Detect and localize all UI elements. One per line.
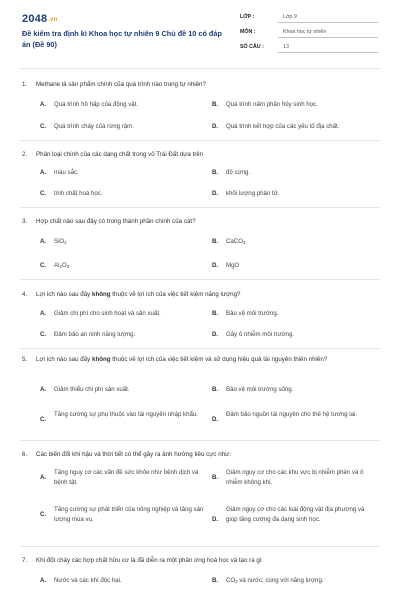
option-letter: D.	[212, 331, 219, 338]
formula-part: và nước, cùng với năng lượng.	[237, 577, 324, 584]
question-1	[22, 80, 378, 90]
site-logo[interactable]	[22, 13, 58, 25]
info-value: 13	[283, 44, 289, 50]
option-text: Giảm thiểu chi phí sản xuất.	[54, 386, 130, 393]
formula-part: Al	[54, 262, 60, 269]
option-letter: A.	[40, 310, 47, 317]
option-text: Quá trình hô hấp của động vật.	[54, 101, 139, 108]
option-letter: A.	[40, 101, 47, 108]
info-label: SỐ CÂU :	[240, 44, 264, 50]
option-letter: C.	[40, 262, 47, 269]
page-title: Đề kiểm tra định kì Khoa học tự nhiên 9 Chủ đề 10 có đáp án (Đề 90)	[22, 29, 222, 49]
question-number: 3.	[22, 218, 28, 225]
info-row-class	[240, 13, 378, 28]
logo-suffix: .vn	[48, 17, 58, 23]
formula-part: O	[61, 262, 67, 269]
formula-subscript: 3	[66, 264, 70, 269]
option-letter: A.	[40, 238, 47, 245]
question-text	[22, 80, 378, 90]
option-text: Nước và các khí độc hại.	[54, 577, 122, 584]
option-text: Giảm nguy cơ cho các khu vực bị nhiễm phèn và ô nhiễm không khí.	[226, 469, 364, 486]
option-text: tính chất hoá học.	[54, 190, 103, 197]
question-3	[22, 217, 378, 227]
option-text: Đảm bảo an ninh năng lượng.	[54, 331, 136, 338]
question-stem: Phân loại chính của các dạng chất trong vỏ Trái Đất dựa trên	[36, 151, 204, 158]
question-number: 1.	[22, 81, 28, 88]
option-letter: B.	[212, 577, 219, 584]
option-text: Quá trình kết hợp của các yếu tố địa chất.	[226, 123, 340, 130]
info-row-question-count	[240, 43, 378, 58]
option-text: khối lượng phân tử.	[226, 190, 280, 197]
option-letter: C.	[40, 331, 47, 338]
question-text	[22, 150, 378, 160]
document-header	[0, 0, 400, 62]
info-underline	[278, 22, 378, 23]
question-stem: thuộc về lợi ích của việc tiết kiệm năng lượng?	[110, 291, 241, 298]
info-underline	[278, 52, 378, 53]
question-text	[22, 450, 378, 460]
question-text	[22, 217, 378, 227]
option-text: Bảo vệ môi trường.	[226, 310, 279, 317]
option-letter: C.	[40, 511, 47, 518]
exam-info	[240, 13, 378, 58]
option-text: độ cứng.	[226, 169, 251, 176]
info-value: Lớp 9	[283, 14, 297, 20]
option-letter: D.	[212, 416, 219, 423]
option-letter: C.	[40, 123, 47, 130]
formula-part: CO	[226, 577, 236, 584]
option-letter: D.	[212, 516, 219, 523]
formula-subscript: 2	[64, 240, 67, 245]
question-7	[22, 556, 378, 566]
option-text: Giảm nguy cơ cho các loài động vật địa phương và giúp tăng cường đa dạng sinh học.	[226, 506, 365, 523]
formula-subscript: 3	[242, 240, 246, 245]
question-text	[22, 290, 378, 300]
option-letter: A.	[40, 386, 47, 393]
option-text	[54, 261, 204, 272]
option-text: Quá trình cháy của rừng rậm.	[54, 123, 134, 130]
option-letter: D.	[212, 262, 219, 269]
question-2	[22, 150, 378, 160]
question-stem: Khi đốt cháy các hợp chất hữu cơ là đã diễn ra một phản ứng hoá học và tạo ra gì	[36, 557, 262, 564]
option-text: Đảm bảo nguồn tài nguyên cho thế hệ tương lai.	[226, 411, 358, 418]
option-letter: B.	[212, 238, 219, 245]
logo-text: 2048	[22, 13, 48, 25]
divider	[20, 140, 380, 141]
option-text: Tăng cường sự phát triển của nông nghiệp và tăng sản lượng mùa vụ.	[54, 506, 204, 523]
divider	[20, 68, 380, 69]
divider	[20, 440, 380, 441]
option-letter: A.	[40, 474, 47, 481]
question-text	[22, 556, 378, 566]
option-text: Tăng cường sự phụ thuộc vào tài nguyên nhập khẩu.	[54, 411, 198, 418]
option-text	[226, 576, 376, 587]
question-stem: Hợp chất nào sau đây có trong thành phần chính của cát?	[36, 218, 196, 225]
option-letter: B.	[212, 310, 219, 317]
question-4	[22, 290, 378, 300]
option-letter: C.	[40, 190, 47, 197]
option-letter: B.	[212, 474, 219, 481]
formula-subscript: 2	[59, 264, 62, 269]
question-number: 6.	[22, 451, 28, 458]
question-stem: Lợi ích nào sau đây	[36, 356, 92, 363]
info-underline	[278, 37, 378, 38]
option-letter: D.	[212, 123, 219, 130]
question-emphasis: không	[92, 356, 111, 363]
option-letter: A.	[40, 577, 47, 584]
option-text	[54, 237, 204, 248]
option-letter: D.	[212, 190, 219, 197]
question-stem: Lợi ích nào sau đây	[36, 291, 92, 298]
option-text: MgO	[226, 262, 240, 269]
formula-part: CaCO	[226, 238, 243, 245]
formula-subscript: 2	[235, 579, 238, 584]
question-text	[22, 355, 332, 365]
question-stem: Methane là sản phẩm chính của quá trình nào trong tự nhiên?	[36, 81, 206, 88]
question-number: 4.	[22, 291, 28, 298]
option-letter: C.	[40, 416, 47, 423]
question-5	[22, 355, 378, 365]
option-text: Bảo vệ môi trường sống.	[226, 386, 294, 393]
option-text: Giảm chi phí cho sinh hoạt và sản xuất.	[54, 310, 161, 317]
question-emphasis: không	[92, 291, 111, 298]
formula-part: SiO	[54, 238, 65, 245]
divider	[20, 207, 380, 208]
divider	[20, 546, 380, 547]
question-number: 5.	[22, 356, 28, 363]
question-6	[22, 450, 378, 460]
info-label: MÔN :	[240, 29, 256, 35]
option-text: Gây ô nhiễm môi trường.	[226, 331, 295, 338]
option-text: Quá trình nấm phân hủy sinh học.	[226, 101, 318, 108]
question-stem: Các biến đổi khí hậu và thời tiết có thể gây ra ảnh hưởng tiêu cực như:	[36, 451, 231, 458]
question-number: 2.	[22, 151, 28, 158]
option-letter: A.	[40, 169, 47, 176]
option-letter: B.	[212, 169, 219, 176]
info-value: Khoa học tự nhiên	[283, 29, 327, 35]
question-stem: thuộc về lợi ích của việc tiết kiệm và sử dụng hiệu quả tài nguyên thiên nhiên?	[110, 356, 328, 363]
option-letter: B.	[212, 101, 219, 108]
option-text: Tăng nguy cơ các vấn đề sức khỏe như bệnh dịch và bệnh tật.	[54, 469, 199, 486]
question-number: 7.	[22, 557, 28, 564]
info-row-subject	[240, 28, 378, 43]
option-text: màu sắc.	[54, 169, 79, 176]
divider	[20, 279, 380, 280]
option-text	[226, 237, 376, 248]
option-letter: B.	[212, 386, 219, 393]
info-label: LỚP :	[240, 14, 255, 20]
divider	[20, 348, 380, 349]
